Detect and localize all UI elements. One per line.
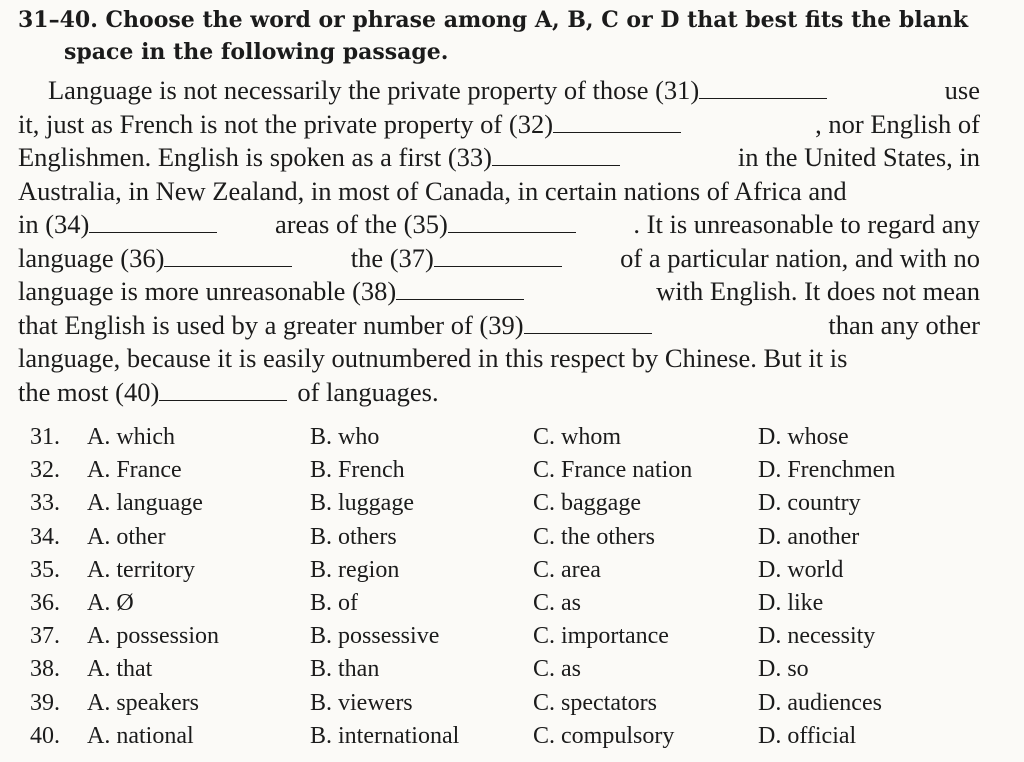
option-a[interactable]: A. that	[87, 656, 153, 683]
passage-line	[18, 376, 980, 410]
blank-38[interactable]	[396, 277, 524, 300]
question-row-36	[18, 586, 1018, 619]
passage-text: in the United States, in	[737, 142, 980, 172]
option-b[interactable]: B. who	[310, 424, 380, 450]
option-d[interactable]: D. country	[758, 490, 861, 517]
option-a[interactable]: A. France	[87, 457, 182, 484]
option-c[interactable]: C. as	[533, 656, 581, 683]
question-row-31	[18, 420, 1018, 453]
passage-line	[18, 309, 980, 343]
blank-34[interactable]	[89, 210, 217, 233]
passage-line	[18, 342, 980, 376]
question-number: 36.	[30, 589, 60, 616]
option-c[interactable]: C. area	[533, 556, 601, 583]
option-d[interactable]: D. like	[758, 589, 824, 616]
blank-35[interactable]	[448, 210, 576, 233]
blank-32[interactable]	[553, 110, 681, 133]
option-a[interactable]: A. territory	[87, 556, 195, 583]
option-b[interactable]: B. others	[310, 523, 397, 550]
option-a[interactable]: A. Ø	[87, 589, 134, 616]
option-b[interactable]: B. luggage	[310, 490, 414, 517]
passage-text: areas of the (35)	[274, 209, 448, 239]
passage-text: the most (40)	[18, 376, 160, 407]
option-c[interactable]: C. importance	[533, 623, 669, 650]
passage-text: that English is used by a greater number of (39)	[18, 309, 524, 340]
blank-37[interactable]	[434, 244, 562, 267]
question-row-38	[18, 652, 1018, 685]
question-number: 35.	[30, 556, 60, 583]
passage	[18, 74, 980, 409]
option-d[interactable]: D. official	[758, 722, 857, 749]
blank-39[interactable]	[524, 311, 652, 334]
question-row-32	[18, 453, 1018, 486]
passage-line	[18, 141, 980, 175]
option-c[interactable]: C. the others	[533, 523, 655, 550]
question-row-35	[18, 553, 1018, 586]
question-row-34	[18, 520, 1018, 553]
option-b[interactable]: B. possessive	[310, 623, 440, 650]
passage-text: of languages.	[297, 376, 439, 407]
question-number: 37.	[30, 623, 60, 650]
passage-line	[18, 108, 980, 142]
option-d[interactable]: D. audiences	[758, 689, 882, 716]
option-a[interactable]: A. speakers	[87, 689, 199, 716]
option-b[interactable]: B. than	[310, 656, 380, 683]
passage-text: Englishmen. English is spoken as a first (33)	[18, 142, 492, 172]
passage-text: Language is not necessarily the private property of those (31)	[48, 75, 700, 105]
option-b[interactable]: B. French	[310, 457, 405, 484]
option-d[interactable]: D. necessity	[758, 623, 876, 650]
passage-text: the (37)	[350, 242, 434, 273]
question-number: 39.	[30, 689, 60, 716]
option-b[interactable]: B. international	[310, 722, 460, 749]
blank-36[interactable]	[164, 244, 292, 267]
option-c[interactable]: C. whom	[533, 424, 622, 450]
option-c[interactable]: C. baggage	[533, 490, 641, 517]
question-number: 32.	[30, 457, 60, 484]
question-row-40	[18, 719, 1018, 752]
passage-line	[18, 275, 980, 309]
passage-text: . It is unreasonable to regard any	[633, 209, 980, 239]
option-b[interactable]: B. region	[310, 556, 400, 583]
instruction-heading	[18, 4, 1008, 68]
option-a[interactable]: A. national	[87, 722, 194, 749]
passage-line	[18, 242, 980, 276]
passage-text: in (34)	[18, 209, 90, 239]
passage-text: it, just as French is not the private property of (32)	[18, 108, 554, 139]
blank-31[interactable]	[699, 76, 827, 99]
option-a[interactable]: A. language	[87, 490, 203, 517]
question-number: 38.	[30, 656, 60, 683]
option-a[interactable]: A. other	[87, 523, 166, 550]
blank-33[interactable]	[492, 143, 620, 166]
question-number: 31.	[30, 424, 60, 450]
option-a[interactable]: A. possession	[87, 623, 220, 650]
option-b[interactable]: B. viewers	[310, 689, 413, 716]
passage-line	[18, 74, 980, 108]
question-number: 33.	[30, 490, 60, 517]
passage-line	[18, 208, 980, 242]
option-d[interactable]: D. world	[758, 556, 844, 583]
passage-text: language, because it is easily outnumbered in this respect by Chinese. But it is	[18, 343, 848, 373]
passage-text: language (36)	[18, 242, 165, 273]
question-row-37	[18, 619, 1018, 652]
option-d[interactable]: D. so	[758, 656, 809, 683]
question-row-39	[18, 686, 1018, 719]
blank-40[interactable]	[159, 378, 287, 401]
passage-text: Australia, in New Zealand, in most of Canada, in certain nations of Africa and	[18, 175, 847, 206]
option-d[interactable]: D. whose	[758, 424, 849, 450]
passage-text: of a particular nation, and with no	[620, 242, 980, 273]
option-d[interactable]: D. Frenchmen	[758, 457, 896, 484]
passage-text: than any other	[828, 309, 980, 340]
option-c[interactable]: C. as	[533, 589, 581, 616]
option-c[interactable]: C. France nation	[533, 457, 693, 484]
answer-options	[18, 420, 1018, 752]
question-number: 34.	[30, 523, 60, 550]
passage-text: language is more unreasonable (38)	[18, 276, 397, 306]
option-b[interactable]: B. of	[310, 589, 358, 616]
passage-text: with English. It does not mean	[656, 276, 980, 306]
option-a[interactable]: A. which	[87, 424, 175, 450]
option-d[interactable]: D. another	[758, 523, 860, 550]
option-c[interactable]: C. spectators	[533, 689, 657, 716]
instruction-line-1: 31–40. Choose the word or phrase among A, B, C or D that best fits the blank	[18, 7, 969, 33]
passage-line	[18, 175, 980, 209]
passage-text: use	[944, 75, 980, 105]
passage-text: , nor English of	[815, 108, 980, 139]
question-number: 40.	[30, 722, 60, 749]
instruction-line-2: space in the following passage.	[64, 39, 449, 65]
question-row-33	[18, 486, 1018, 519]
option-c[interactable]: C. compulsory	[533, 722, 675, 749]
